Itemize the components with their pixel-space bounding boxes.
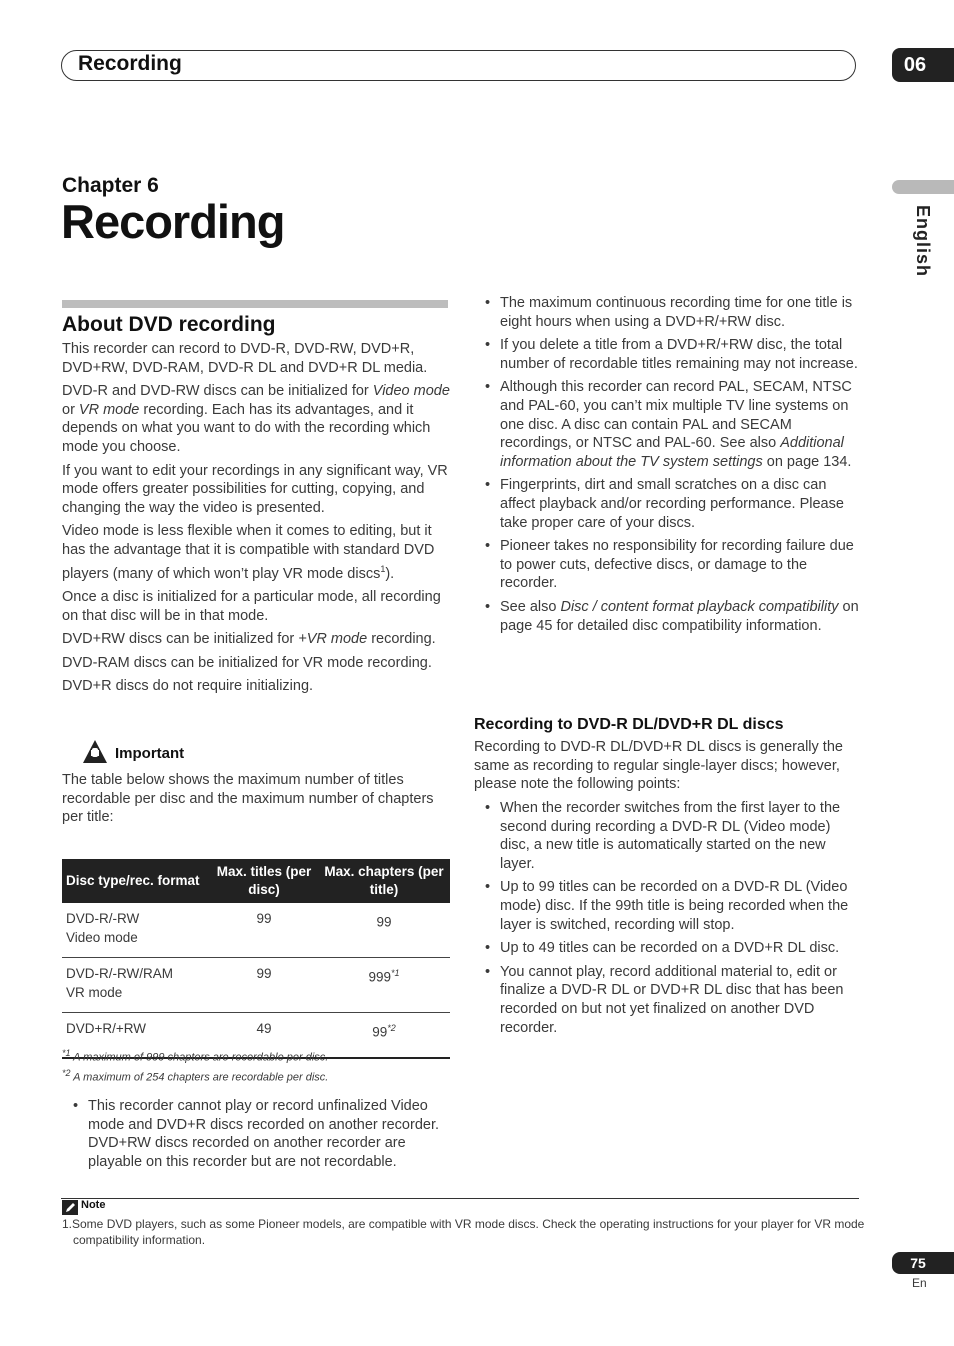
left-bullet-list [62, 1097, 448, 1176]
column-header: Max. titles (per disc) [210, 859, 318, 903]
list-item: • You cannot play, record additional material to, edit or finalize a DVD-R DL or DVD+R DL disc that has been recorded on but not yet finalized on another DVD recorder. [474, 963, 860, 1037]
about-paragraph [62, 382, 450, 456]
text-run: on page 134. [762, 453, 852, 470]
header-section-title: Recording [78, 52, 182, 75]
footnote-mark: *1 [391, 968, 400, 978]
dl-section-heading: Recording to DVD-R DL/DVD+R DL discs [474, 716, 784, 733]
italic-run: VR mode [78, 401, 140, 418]
disc-type-cell [62, 903, 210, 958]
max-titles-table [62, 859, 450, 1059]
list-item: • Up to 49 titles can be recorded on a DVD+R DL disc. [474, 939, 860, 958]
chapters-value: 999 [368, 969, 391, 985]
about-paragraph: This recorder can record to DVD-R, DVD-RW, DVD+R, DVD+RW, DVD-RAM, DVD-R DL and DVD+R DL media. [62, 341, 428, 376]
text-run: DVD-R and DVD-RW discs can be initialized for [62, 383, 373, 400]
list-item: • Up to 99 titles can be recorded on a DVD-R DL (Video mode) disc. If the 99th title is being recorded when the layer is switched, recording will stop. [474, 878, 860, 934]
important-label: Important [115, 745, 185, 762]
text-run: DVD+RW discs can be initialized for [62, 631, 299, 648]
footnote-mark: *1 [62, 1048, 71, 1058]
italic-run: Additional information about the TV system settings [500, 435, 844, 470]
list-item [474, 598, 860, 635]
footnote-text: A maximum of 999 chapters are recordable per disc. [73, 1051, 329, 1064]
about-paragraph: If you want to edit your recordings in any significant way, VR mode offers greater possibilities for cutting, copying, and changing the way the video is presented. [62, 462, 448, 516]
hand-warning-icon [82, 739, 108, 765]
chapters-value: 99 [372, 1024, 388, 1040]
about-heading: About DVD recording [62, 313, 276, 336]
text-run: Video mode is less flexible when it comes to editing, but it has the advantage that it is compatible with standard DVD players (many of which won’t play VR mode discs [62, 523, 435, 582]
list-item: • This recorder cannot play or record unfinalized Video mode and DVD+R discs recorded on another recorder. DVD+RW discs recorded on another recorder are playable on this recorder but are not recordable. [62, 1097, 448, 1171]
column-header: Disc type/rec. format [62, 859, 210, 903]
page-language-code: En [912, 1276, 927, 1290]
dl-section-intro: Recording to DVD-R DL/DVD+R DL discs is generally the same as recording to regular single-layer discs; however, please note the following points: [474, 739, 843, 793]
chapter-label: Chapter 6 [62, 174, 159, 197]
language-tab-marker [892, 180, 954, 194]
text-run: recording. Each has its advantages, and it depends on what you want to do with the recording which mode you choose. [62, 401, 431, 455]
list-item: • Fingerprints, dirt and small scratches on a disc can affect playback and/or recording performance. Please take proper care of your discs. [474, 476, 860, 532]
pencil-note-icon [62, 1200, 78, 1215]
note-label: Note [81, 1199, 106, 1211]
table-row [62, 958, 450, 1013]
list-item [474, 378, 860, 471]
text-run: or [62, 401, 79, 418]
right-bullet-list [474, 294, 860, 640]
max-chapters-cell [318, 903, 450, 958]
text-run: on page 45 for detailed disc compatibility information. [500, 598, 859, 634]
about-paragraph: DVD-RAM discs can be initialized for VR mode recording. [62, 654, 432, 671]
list-item: • Pioneer takes no responsibility for recording failure due to power cuts, defective discs, or damage to the recorder. [474, 537, 860, 593]
max-titles-cell: 99 [210, 958, 318, 1013]
rec-format: VR mode [66, 985, 123, 1000]
text-run: Although this recorder can record PAL, SECAM, NTSC and PAL-60, you can’t mix multiple TV line systems on one disc. A disc can contain PAL and SECAM recordings, or NTSC and PAL-60. See also [500, 379, 852, 452]
about-paragraph [62, 522, 450, 583]
note-text: 1.Some DVD players, such as some Pioneer models, are compatible with VR mode discs. Check the operating instructions for your player for VR mode compatibility information. [62, 1217, 865, 1247]
max-titles-cell: 49 [210, 1013, 318, 1059]
max-chapters-cell [318, 1013, 450, 1059]
page-title: Recording [61, 195, 285, 248]
list-item: • When the recorder switches from the first layer to the second during recording a DVD-R DL (Video mode) disc, a new title is automatically started on the new layer. [474, 799, 860, 873]
about-body [62, 340, 450, 701]
section-divider-bar [62, 300, 448, 308]
italic-run: Video mode [372, 383, 450, 400]
disc-type: DVD-R/-RW [66, 911, 140, 926]
footnote-text: A maximum of 254 chapters are recordable per disc. [73, 1071, 329, 1084]
important-text: The table below shows the maximum number of titles recordable per disc and the maximum number of chapters per title: [62, 772, 434, 826]
about-paragraph [62, 630, 450, 649]
disc-type: DVD+R/+RW [66, 1021, 147, 1036]
column-header: Max. chapters (per title) [318, 859, 450, 903]
dl-bullet-list [474, 799, 860, 1042]
italic-run: +VR mode [298, 631, 368, 648]
rec-format: Video mode [66, 930, 138, 945]
footnote-ref: 1 [380, 563, 386, 574]
footnote-mark: *2 [62, 1068, 71, 1078]
about-paragraph: Once a disc is initialized for a particular mode, all recording on that disc will be in that mode. [62, 588, 441, 624]
note-divider [61, 1198, 859, 1199]
chapter-number-tab: 06 [892, 48, 954, 82]
max-titles-cell: 99 [210, 903, 318, 958]
list-item: • If you delete a title from a DVD+R/+RW disc, the total number of recordable titles remaining may not increase. [474, 336, 860, 373]
footnote-mark: *2 [387, 1023, 396, 1033]
max-chapters-cell [318, 958, 450, 1013]
list-item: • The maximum continuous recording time for one title is eight hours when using a DVD+R/+RW disc. [474, 294, 860, 331]
text-run: ). [385, 565, 395, 582]
text-run: See also [500, 598, 561, 615]
disc-type: DVD-R/-RW/RAM [66, 966, 173, 981]
disc-type-cell [62, 958, 210, 1013]
chapters-value: 99 [376, 914, 392, 930]
about-paragraph: DVD+R discs do not require initializing. [62, 678, 314, 695]
text-run: recording. [367, 631, 436, 648]
table-footnote [62, 1063, 328, 1088]
table-header-row [62, 859, 450, 903]
language-label: English [913, 205, 933, 278]
page-number: 75 [892, 1252, 954, 1274]
table-row [62, 903, 450, 958]
italic-run: Disc / content format playback compatibility [560, 598, 839, 615]
